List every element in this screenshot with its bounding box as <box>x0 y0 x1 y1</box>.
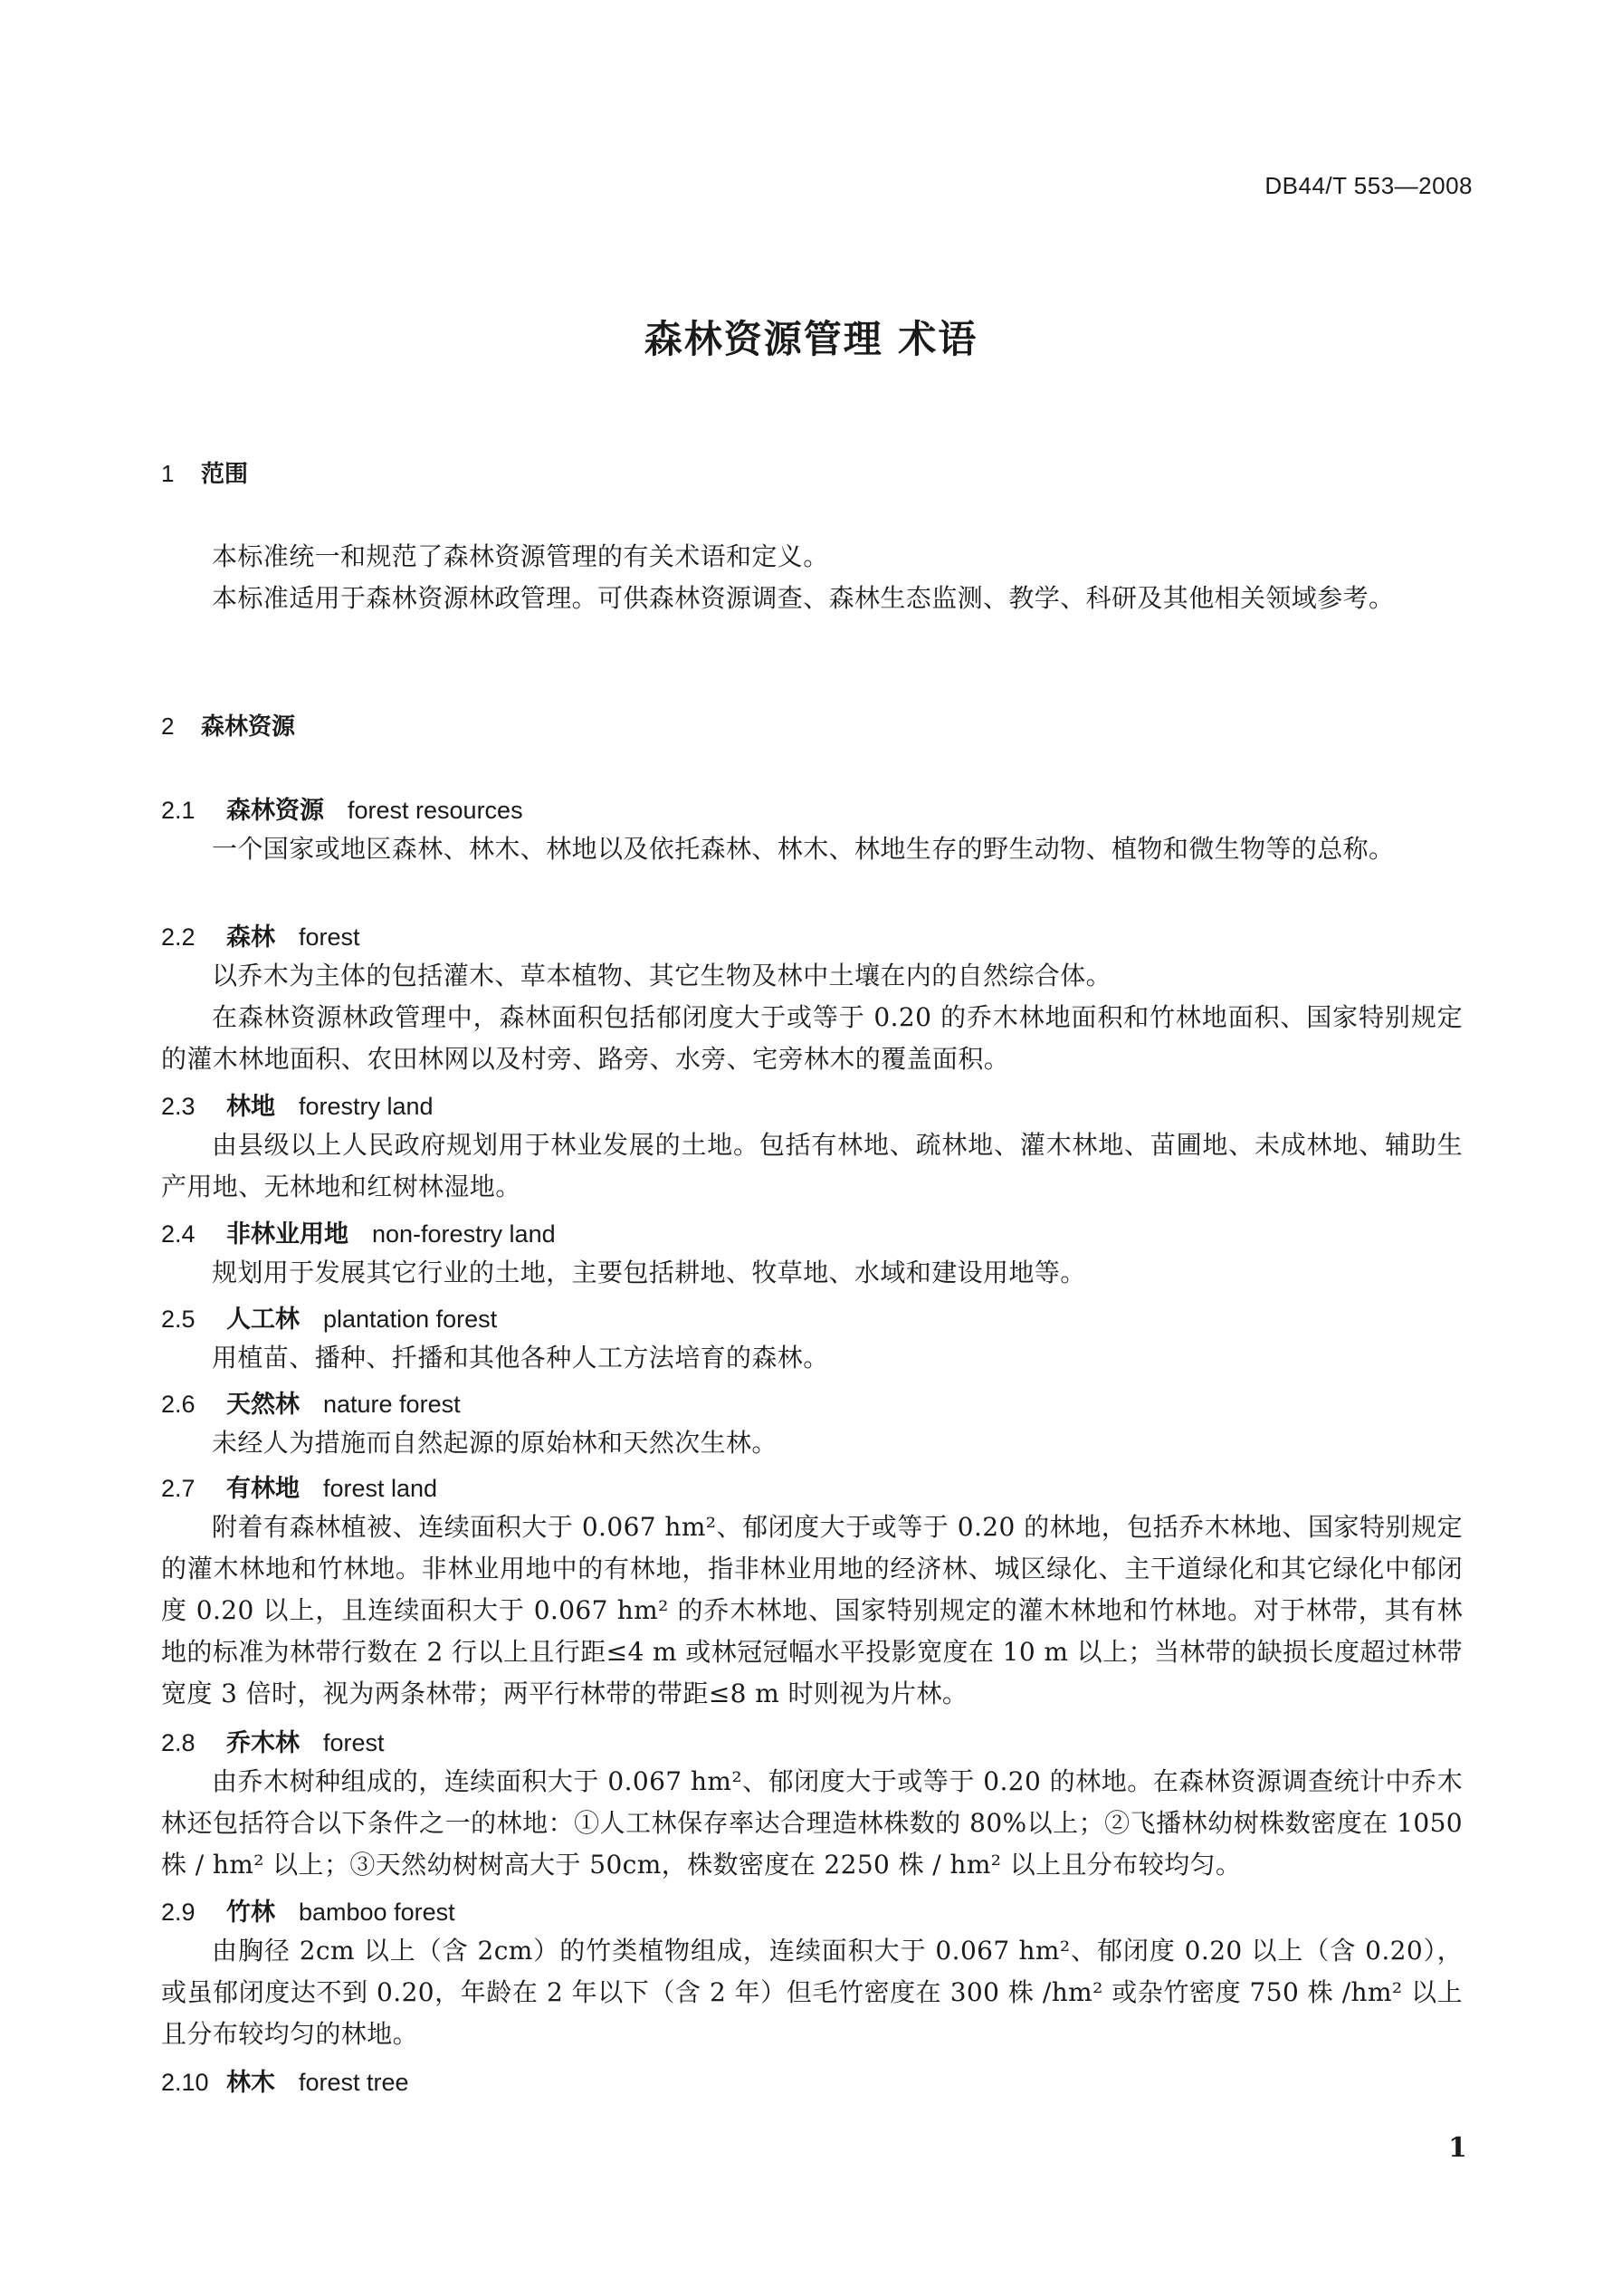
term-definition: 以乔木为主体的包括灌木、草本植物、其它生物及林中土壤在内的自然综合体。 <box>212 961 1112 990</box>
term-definition: 规划用于发展其它行业的土地，主要包括耕地、牧草地、水域和建设用地等。 <box>212 1258 1086 1287</box>
term-english: forest <box>323 1729 385 1756</box>
term-heading <box>161 1086 434 1122</box>
term-chinese: 森林 <box>226 923 275 952</box>
term-number: 2.2 <box>161 923 196 951</box>
term-definition: 由县级以上人民政府规划用于林业发展的土地。包括有林地、疏林地、灌木林地、苗圃地、未成林地、辅助生产用地、无林地和红树林湿地。 <box>161 1130 1463 1201</box>
standard-code: DB44/T 553—2008 <box>1264 172 1473 199</box>
term-heading <box>161 1723 385 1758</box>
term-english: non-forestry land <box>372 1220 556 1248</box>
term-number: 2.3 <box>161 1093 196 1120</box>
term-number: 2.9 <box>161 1899 196 1926</box>
section-title: 范围 <box>201 461 249 488</box>
term-number: 2.8 <box>161 1729 196 1756</box>
section-2-heading <box>161 708 295 741</box>
page-number: 1 <box>1448 2132 1467 2164</box>
term-heading <box>161 917 360 952</box>
term-definition: 一个国家或地区森林、林木、林地以及依托森林、林木、林地生存的野生动物、植物和微生物等的总称。 <box>212 834 1395 864</box>
term-definition: 附着有森林植被、连续面积大于 0.067 hm²、郁闭度大于或等于 0.20 的林地，包括乔木林地、国家特别规定的灌木林地和竹林地。非林业用地中的有林地，指非林业用地的经济林、城区绿化、主干道绿化和其它绿化中郁闭度 0.20 以上，且连续面积大于 0.067 hm² 的乔木林地、国家特别规定的灌木林地和竹林地。对于林带，其有林地的标准为林带行数在 2 行以上且行距≤4 m 或林冠冠幅水平投影宽度在 10 m 以上；当林带的缺损长度超过林带宽度 3 倍时，视为两条林带；两平行林带的带距≤8 m 时则视为片林。 <box>161 1512 1463 1708</box>
term-definition: 未经人为措施而自然起源的原始林和天然次生林。 <box>212 1428 778 1458</box>
term-heading <box>161 1384 461 1420</box>
term-chinese: 林木 <box>226 2069 275 2097</box>
term-number: 2.4 <box>161 1220 196 1248</box>
term-heading <box>161 1892 455 1928</box>
term-heading <box>161 2062 409 2098</box>
paragraph: 本标准统一和规范了森林资源管理的有关术语和定义。 <box>212 541 829 571</box>
term-number: 2.5 <box>161 1306 196 1333</box>
term-number: 2.7 <box>161 1475 196 1502</box>
section-title: 森林资源 <box>201 713 296 741</box>
term-heading <box>161 790 523 826</box>
term-chinese: 人工林 <box>226 1306 300 1334</box>
term-number: 2.10 <box>161 2069 209 2096</box>
term-chinese: 竹林 <box>226 1899 275 1927</box>
term-definition: 用植苗、播种、扦播和其他各种人工方法培育的森林。 <box>212 1343 829 1373</box>
term-heading <box>161 1299 497 1335</box>
section-number: 1 <box>161 460 175 487</box>
term-definition: 由胸径 2cm 以上（含 2cm）的竹类植物组成，连续面积大于 0.067 hm²、郁闭度 0.20 以上（含 0.20），或虽郁闭度达不到 0.20，年龄在 2 年以下（含 2 年）但毛竹密度在 300 株 /hm² 或杂竹密度 750 株 /hm² 以上且分布较均匀的林地。 <box>161 1936 1463 2049</box>
paragraph: 本标准适用于森林资源林政管理。可供森林资源调查、森林生态监测、教学、科研及其他相关领域参考。 <box>212 583 1395 613</box>
term-english: forest <box>299 923 360 951</box>
term-chinese: 非林业用地 <box>226 1220 348 1248</box>
term-chinese: 森林资源 <box>226 797 324 825</box>
section-1-heading <box>161 455 248 489</box>
term-english: forestry land <box>299 1093 434 1120</box>
term-number: 2.6 <box>161 1391 196 1418</box>
term-chinese: 乔木林 <box>226 1729 300 1757</box>
term-definition: 在森林资源林政管理中，森林面积包括郁闭度大于或等于 0.20 的乔木林地面积和竹林地面积、国家特别规定的灌木林地面积、农田林网以及村旁、路旁、水旁、宅旁林木的覆盖面积。 <box>161 1002 1463 1074</box>
section-number: 2 <box>161 713 175 740</box>
term-chinese: 有林地 <box>226 1475 300 1503</box>
term-heading <box>161 1214 556 1249</box>
term-english: forest resources <box>348 797 523 824</box>
term-definition: 由乔木树种组成的，连续面积大于 0.067 hm²、郁闭度大于或等于 0.20 的林地。在森林资源调查统计中乔木林还包括符合以下条件之一的林地：①人工林保存率达合理造林株数的 80%以上；②飞播林幼树株数密度在 1050 株 / hm² 以上；③天然幼树树高大于 50cm，株数密度在 2250 株 / hm² 以上且分布较均匀。 <box>161 1766 1463 1880</box>
term-english: bamboo forest <box>299 1899 455 1926</box>
term-number: 2.1 <box>161 797 196 824</box>
term-chinese: 天然林 <box>226 1391 300 1419</box>
term-english: forest land <box>323 1475 438 1502</box>
term-heading <box>161 1468 437 1504</box>
document-title: 森林资源管理 术语 <box>644 317 978 361</box>
term-english: forest tree <box>299 2069 409 2096</box>
term-english: plantation forest <box>323 1306 498 1333</box>
term-chinese: 林地 <box>226 1093 275 1121</box>
term-english: nature forest <box>323 1391 461 1418</box>
